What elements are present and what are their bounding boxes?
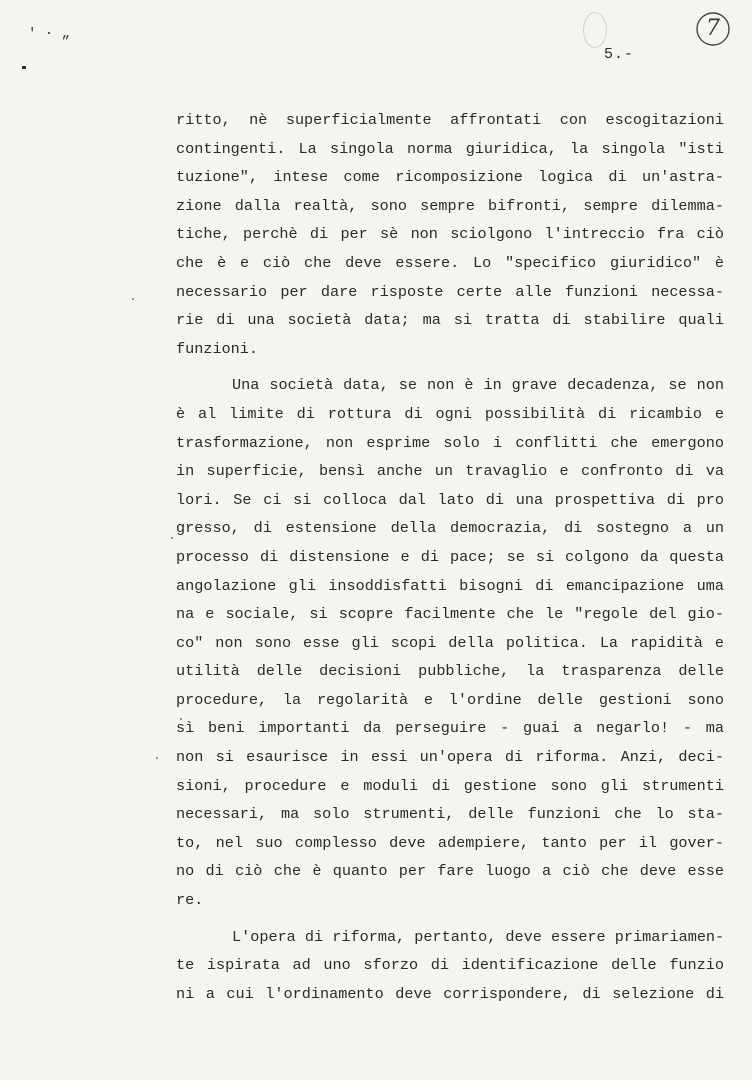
text-line: L'opera di riforma, pertanto, deve essere primariamen- <box>232 927 725 946</box>
text-line: procedure, la regolarità e l'ordine delle gestioni sono <box>176 690 724 709</box>
margin-speck <box>156 757 158 759</box>
paragraph-gap <box>176 363 724 371</box>
text-line: lori. Se ci si colloca dal lato di una prospettiva di pro <box>176 490 724 509</box>
corner-marks: ' · „ <box>28 26 71 42</box>
text-line: trasformazione, non esprime solo i conflitti che emergono <box>176 433 724 452</box>
text-line: in superficie, bensì anche un travaglio e confronto di va <box>176 462 724 481</box>
text-line: processo di distensione e di pace; se si colgono da questa <box>176 547 724 566</box>
margin-speck <box>132 298 134 300</box>
text-line: co" non sono esse gli scopi della politica. La rapidità e <box>176 633 724 652</box>
paragraph-gap <box>176 915 724 923</box>
text-line: sioni, procedure e moduli di gestione sono gli strumenti <box>176 776 724 795</box>
text-line: non si esaurisce in essi un'opera di riforma. Anzi, deci- <box>176 748 724 767</box>
text-line: tiche, perchè di per sè non sciolgono l'intreccio fra ciò <box>176 225 724 244</box>
text-line: ni a cui l'ordinamento deve corrispondere, di selezione di <box>176 984 724 1003</box>
corner-dot <box>22 66 26 69</box>
text-line: sì beni importanti da perseguire - guai a negarlo! - ma <box>176 719 724 738</box>
body-text <box>176 106 724 1008</box>
text-line: to, nel suo complesso deve adempiere, tanto per il gover- <box>176 833 724 852</box>
text-line: na e sociale, si scopre facilmente che le "regole del gio- <box>176 605 724 624</box>
text-line: contingenti. La singola norma giuridica, la singola "isti <box>176 139 724 158</box>
text-line: necessario per dare risposte certe alle funzioni necessa- <box>176 282 724 301</box>
faint-stamp-circle <box>583 12 607 48</box>
text-line: angolazione gli insoddisfatti bisogni di emancipazione uma <box>176 576 724 595</box>
text-line: zione dalla realtà, sono sempre bifronti, sempre dilemma- <box>176 196 724 215</box>
text-line: re. <box>176 891 204 910</box>
folio-mark <box>694 10 732 48</box>
text-line: no di ciò che è quanto per fare luogo a ciò che deve esse <box>176 862 724 881</box>
text-line: te ispirata ad uno sforzo di identificazione delle funzio <box>176 956 724 975</box>
text-line: funzioni. <box>176 339 259 358</box>
text-line: gresso, di estensione della democrazia, di sostegno a un <box>176 519 724 538</box>
text-line: utilità delle decisioni pubbliche, la trasparenza delle <box>176 662 724 681</box>
text-line: tuzione", intese come ricomposizione logica di un'astra- <box>176 168 724 187</box>
text-line: Una società data, se non è in grave decadenza, se non <box>232 376 724 395</box>
text-line: ritto, nè superficialmente affrontati con escogitazioni <box>176 111 724 129</box>
text-line: che è e ciò che deve essere. Lo "specifico giuridico" è <box>176 253 724 272</box>
text-line: rie di una società data; ma si tratta di stabilire quali <box>176 311 724 330</box>
text-line: è al limite di rottura di ogni possibilità di ricambio e <box>176 404 724 423</box>
text-line: necessari, ma solo strumenti, delle funzioni che lo sta- <box>176 805 724 824</box>
folio-number: 7 <box>706 16 720 41</box>
margin-speck <box>171 537 173 539</box>
page-number: 5.- <box>604 46 635 63</box>
